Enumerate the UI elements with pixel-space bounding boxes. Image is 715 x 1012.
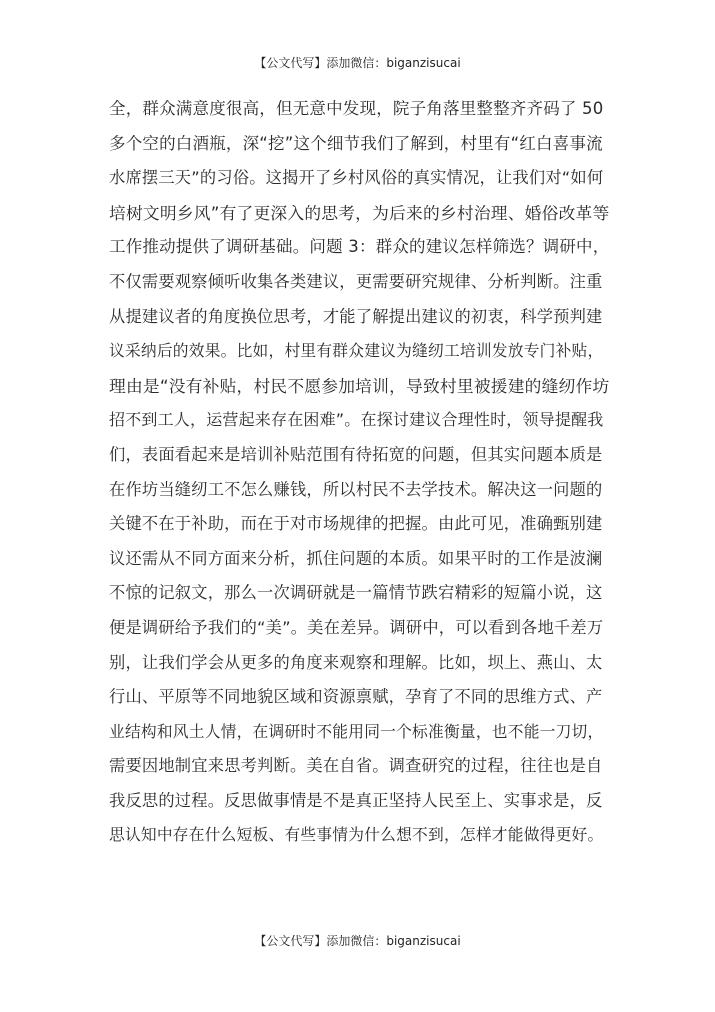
text-line: 行山、平原等不同地貌区域和资源禀赋，孕育了不同的思维方式、产	[109, 687, 603, 707]
text-line: 水席摆三天”的习俗。这揭开了乡村风俗的真实情况，让我们对“如何	[109, 168, 604, 188]
text-line: 别，让我们学会从更多的角度来观察和理解。比如，坝上、燕山、太	[109, 652, 603, 672]
text-line: 招不到工人，运营起来存在困难”。在探讨建议合理性时，领导提醒我	[109, 410, 604, 430]
text-line: 全，群众满意度很高，但无意中发现，院子角落里整整齐齐码了 50	[109, 99, 604, 118]
text-line: 们，表面看起来是培训补贴范围有待拓宽的问题，但其实问题本质是	[109, 444, 603, 464]
document-body	[109, 92, 609, 853]
text-line: 在作坊当缝纫工不怎么赚钱，所以村民不去学技术。解决这一问题的	[109, 479, 603, 499]
page-footer: 【公文代写】添加微信：biganzisucai	[254, 934, 461, 948]
page-header: 【公文代写】添加微信：biganzisucai	[254, 56, 461, 70]
text-line: 多个空的白酒瓶，深“挖”这个细节我们了解到，村里有“红白喜事流	[109, 133, 603, 153]
text-line: 关键不在于补助，而在于对市场规律的把握。由此可见，准确甄别建	[109, 514, 603, 534]
text-line: 议采纳后的效果。比如，村里有群众建议为缝纫工培训发放专门补贴，	[109, 341, 604, 361]
text-line: 思认知中存在什么短板、有些事情为什么想不到，怎样才能做得更好。	[109, 825, 604, 845]
text-line: 不惊的记叙文，那么一次调研就是一篇情节跌宕精彩的短篇小说，这	[109, 583, 603, 603]
text-line: 业结构和风土人情，在调研时不能用同一个标准衡量，也不能一刀切，	[109, 721, 604, 741]
text-line: 从提建议者的角度换位思考，才能了解提出建议的初衷，科学预判建	[109, 306, 603, 326]
text-line: 培树文明乡风”有了更深入的思考，为后来的乡村治理、婚俗改革等	[109, 202, 610, 223]
text-line: 不仅需要观察倾听收集各类建议，更需要研究规律、分析判断。注重	[109, 271, 603, 291]
text-line: 便是调研给予我们的“美”。美在差异。调研中，可以看到各地千差万	[109, 617, 604, 637]
text-line: 议还需从不同方面来分析，抓住问题的本质。如果平时的工作是波澜	[109, 548, 603, 568]
text-line: 需要因地制宜来思考判断。美在自省。调查研究的过程，往往也是自	[109, 756, 603, 776]
text-line: 理由是“没有补贴，村民不愿参加培训，导致村里被援建的缝纫作坊	[109, 375, 610, 396]
text-line: 工作推动提供了调研基础。问题 3：群众的建议怎样筛选？调研中，	[109, 237, 610, 257]
text-line: 我反思的过程。反思做事情是不是真正坚持人民至上、实事求是，反	[109, 790, 603, 810]
